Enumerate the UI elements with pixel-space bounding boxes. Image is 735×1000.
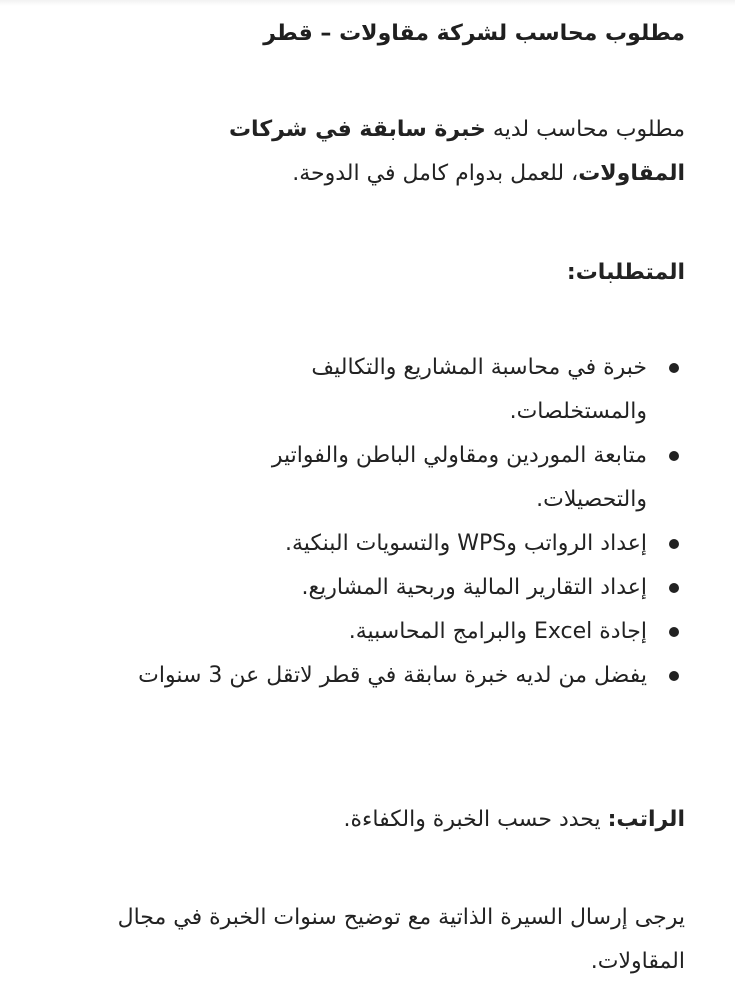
intro-prefix: مطلوب محاسب لديه <box>485 117 685 142</box>
requirement-item: إجادة Excel والبرامج المحاسبية. <box>85 610 685 654</box>
post-intro <box>165 108 685 196</box>
intro-highlight: خبرة سابقة في شركات المقاولات <box>228 117 685 186</box>
closing-note: يرجى إرسال السيرة الذاتية مع توضيح سنوات الخبرة في مجال المقاولات. <box>117 905 685 974</box>
post-title: مطلوب محاسب لشركة مقاولات – قطر <box>263 21 685 46</box>
salary-line <box>344 800 685 840</box>
requirement-item: خبرة في محاسبة المشاريع والتكاليف والمستخلصات. <box>217 346 685 434</box>
requirement-item: متابعة الموردين ومقاولي الباطن والفواتير والتحصيلات. <box>177 434 685 522</box>
salary-label: الراتب: <box>607 807 685 832</box>
requirement-item: إعداد الرواتب وWPS والتسويات البنكية. <box>85 522 685 566</box>
requirements-list <box>85 346 685 698</box>
requirement-item: يفضل من لديه خبرة سابقة في قطر لاتقل عن 3 سنوات <box>107 654 685 698</box>
requirement-item: إعداد التقارير المالية وربحية المشاريع. <box>85 566 685 610</box>
intro-suffix: ، للعمل بدوام كامل في الدوحة. <box>292 161 579 186</box>
requirements-heading: المتطلبات: <box>566 260 685 285</box>
salary-value: يحدد حسب الخبرة والكفاءة. <box>343 807 608 832</box>
